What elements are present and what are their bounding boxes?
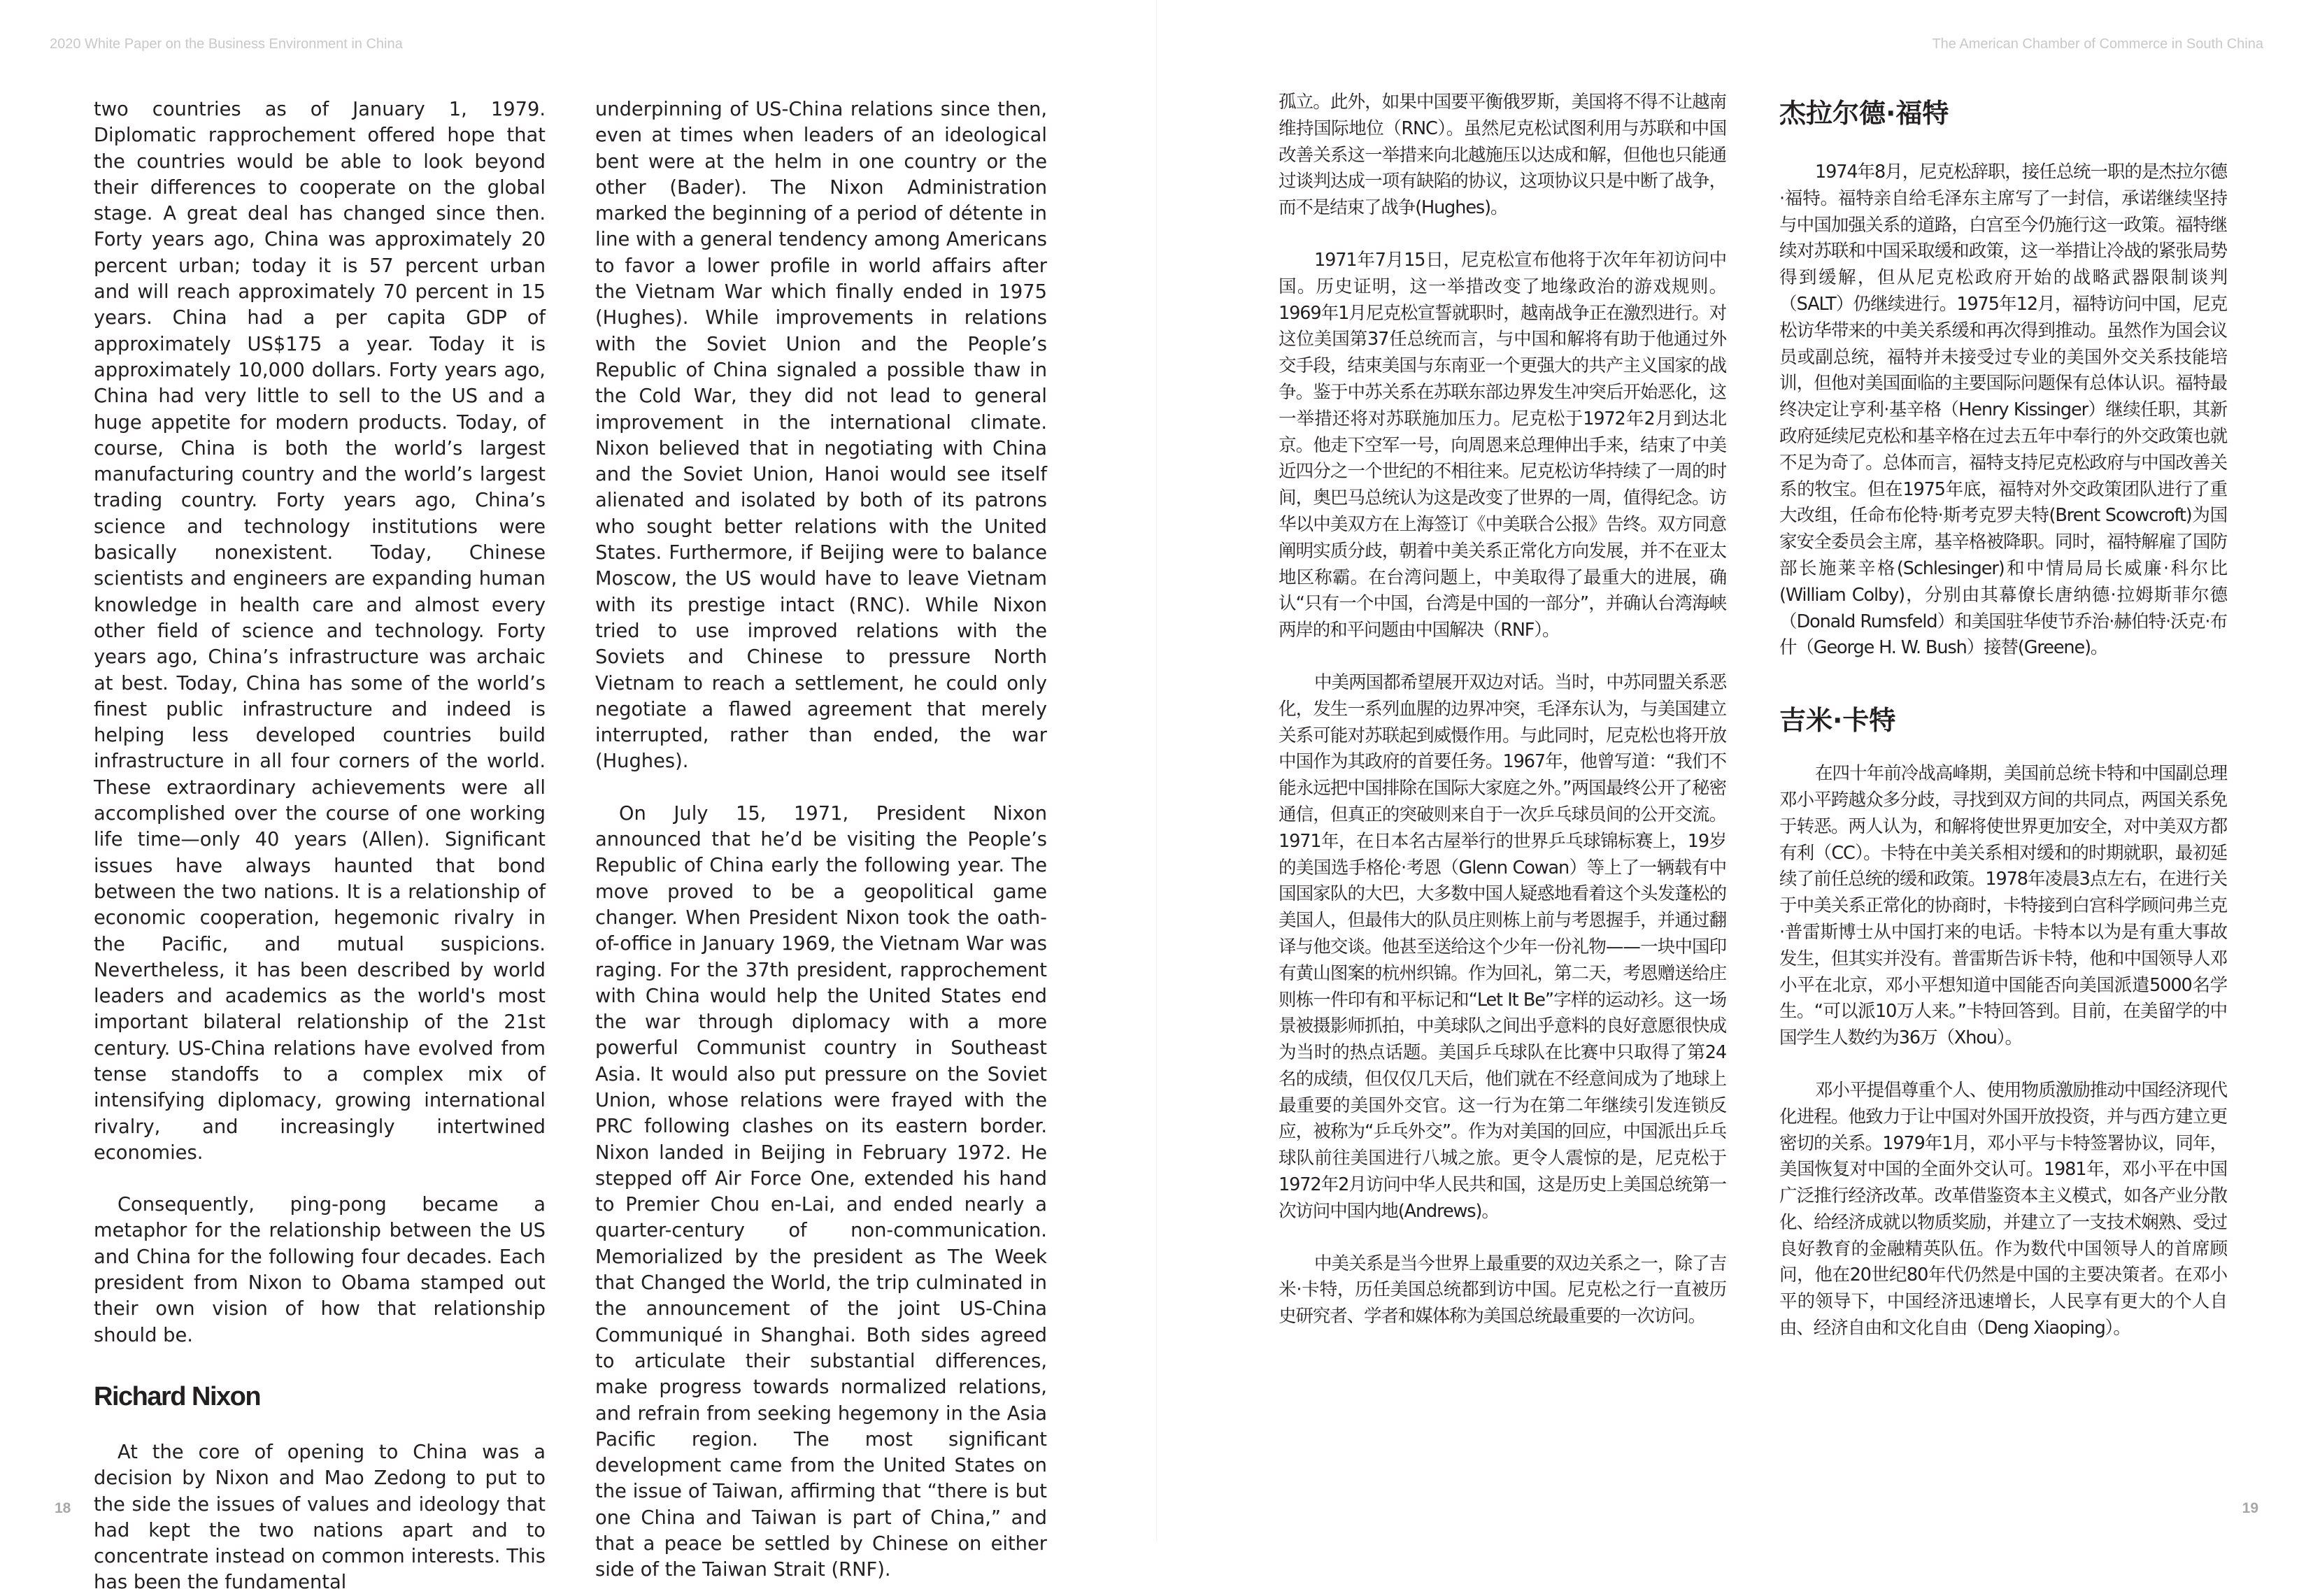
page-number-left: 18: [55, 1500, 71, 1516]
running-head-left: 2020 White Paper on the Business Environment in China: [50, 36, 403, 52]
paragraph: 中美两国都希望展开双边对话。当时，中苏同盟关系恶化，发生一系列血腥的边界冲突，毛泽东认为，与美国建立关系可能对苏联起到威慑作用。与此同时，尼克松也将开放中国作为其政府的首要任务。1967年，他曾写道：“我们不能永远把中国排除在国际大家庭之外。”两国最终公开了秘密通信，但真正的突破则来自于一次乒乓球员间的公开交流。1971年，在日本名古屋举行的世界乒乓球锦标赛上，19岁的美国选手格伦·考恩（Glenn Cowan）等上了一辆载有中国国家队的大巴，大多数中国人疑惑地看着这个头发蓬松的美国人，但最伟大的队员庄则栋上前与考恩握手，并通过翻译与他交谈。他甚至送给这个少年一份礼物——一块中国印有黄山图案的杭州织锦。作为回礼，第二天，考恩赠送给庄则栋一件印有和平标记和“Let It Be”字样的运动衫。这一场景被摄影师抓拍，中美球队之间出乎意料的良好意愿很快成为当时的热点话题。美国乒乓球队在比赛中只取得了第24名的成绩，但仅仅几天后，他们就在不经意间成为了地球上最重要的美国外交官。这一行为在第二年继续引发连锁反应，被称为“乒乓外交”。作为对美国的回应，中国派出乒乓球队前往美国进行八城之旅。更令人震惊的是，尼克松于1972年2月访问中华人民共和国，这是历史上美国总统第一次访问中国内地(Andrews)。: [1279, 671, 1726, 1222]
left-page: [0, 0, 1156, 1594]
left-page-column-2: [595, 97, 1047, 1583]
right-page-column-1: [1279, 90, 1726, 1330]
paragraph: Consequently, ping-pong became a metaphor for the relationship between the US and China for the following four decades. Each president from Nixon to Obama stamped out their own vision of how that relationship should be.: [94, 1194, 546, 1346]
paragraph: two countries as of January 1, 1979. Diplomatic rapprochement offered hope that the countries would be able to look beyond their differences to cooperate on the global stage. A great deal has changed since then. Forty years ago, China was approximately 20 percent urban; today it is 57 percent urban and will reach approximately 70 percent in 15 years. China had a per capita GDP of approximately US$175 a year. Today it is approximately 10,000 dollars. Forty years ago, China had very little to sell to the US and a huge appetite for modern products. Today, of course, China is both the world’s largest manufacturing country and the world’s largest trading country. Forty years ago, China’s science and technology institutions were basically nonexistent. Today, Chinese scientists and engineers are expanding human knowledge in health care and almost every other field of science and technology. Forty years ago, China’s infrastructure was archaic at best. Today, China has some of the world’s finest public infrastructure and indeed is helping less developed countries build infrastructure in all four corners of the world. These extraordinary achievements were all accomplished over the course of one working life time—only 40 years (Allen). Significant issues have always haunted that bond between the two nations. It is a relationship of economic cooperation, hegemonic rivalry in the Pacific, and mutual suspicions. Nevertheless, it has been described by world leaders and academics as the world's most important bilateral relationship of the 21st century. US-China relations have evolved from tense standoffs to a complex mix of intensifying diplomacy, growing international rivalry, and increasingly intertwined economies.: [94, 99, 546, 1164]
right-page-column-2: [1779, 97, 2227, 1342]
paragraph: 孤立。此外，如果中国要平衡俄罗斯，美国将不得不让越南维持国际地位（RNC）。虽然尼克松试图利用与苏联和中国改善关系这一举措来向北越施压以达成和解，但他也只能通过谈判达成一项有缺陷的协议，这项协议只是中断了战争，而不是结束了战争(Hughes)。: [1279, 92, 1726, 219]
paragraph: 1974年8月，尼克松辞职，接任总统一职的是杰拉尔德·福特。福特亲自给毛泽东主席写了一封信，承诺继续坚持与中国加强关系的道路，白宫至今仍施行这一政策。福特继续对苏联和中国采取缓和政策，这一举措让冷战的紧张局势得到缓解，但从尼克松政府开始的战略武器限制谈判（SALT）仍继续进行。1975年12月，福特访问中国，尼克松访华带来的中美关系缓和再次得到推动。虽然作为国会议员或副总统，福特并未接受过专业的美国外交关系技能培训，但他对美国面临的主要国际问题保有总体认识。福特最终决定让亨利·基辛格（Henry Kissinger）继续任职，其新政府延续尼克松和基辛格在过去五年中奉行的外交政策也就不足为奇了。总体而言，福特支持尼克松政府与中国改善关系的牧宝。但在1975年底，福特对外交政策团队进行了重大改组，任命布伦特·斯考克罗夫特(Brent Scowcroft)为国家安全委员会主席，基辛格被降职。同时，福特解雇了国防部长施莱辛格(Schlesinger)和中情局局长威廉·科尔比(William Colby)，分别由其幕僚长唐纳德·拉姆斯菲尔德（Donald Rumsfeld）和美国驻华使节乔治·赫伯特·沃克·布什（George H. W. Bush）接替(Greene)。: [1779, 162, 2227, 659]
running-head-right: The American Chamber of Commerce in South China: [1932, 36, 2263, 52]
paragraph: underpinning of US-China relations since then, even at times when leaders of an ideological bent were at the helm in one country or the other (Bader). The Nixon Administration marked the beginning of a period of détente in line with a general tendency among Americans to favor a lower profile in world affairs after the Vietnam War which finally ended in 1975 (Hughes). While improvements in relations with the Soviet Union and the People’s Republic of China signaled a possible thaw in the Cold War, they did not lead to general improvement in the international climate. Nixon believed that in negotiating with China and the Soviet Union, Hanoi would see itself alienated and isolated by both of its patrons who sought better relations with the United States. Furthermore, if Beijing were to balance Moscow, the US would have to leave Vietnam with its prestige intact (RNC). While Nixon tried to use improved relations with the Soviets and Chinese to pressure North Vietnam to reach a settlement, he could only negotiate a flawed agreement that merely interrupted, rather than ended, the war (Hughes).: [595, 99, 1047, 773]
page-number-right: 19: [2242, 1500, 2258, 1516]
paragraph: 邓小平提倡尊重个人、使用物质激励推动中国经济现代化进程。他致力于让中国对外国开放投资，并与西方建立更密切的关系。1979年1月，邓小平与卡特签署协议，同年，美国恢复对中国的全面外交认可。1981年，邓小平在中国广泛推行经济改革。改革借鉴资本主义模式，如各产业分散化、给经济成就以物质奖励，并建立了一支技术娴熟、受过良好教育的金融精英队伍。作为数代中国领导人的首席顾问，他在20世纪80年代仍然是中国的主要决策者。在邓小平的领导下，中国经济迅速增长，人民享有更大的个人自由、经济自由和文化自由（Deng Xiaoping）。: [1779, 1079, 2227, 1339]
section-heading-gerald-ford: 杰拉尔德·福特: [1779, 98, 1949, 129]
section-heading-richard-nixon: Richard Nixon: [94, 1381, 261, 1411]
paragraph: 1971年7月15日，尼克松宣布他将于次年年初访问中国。历史证明，这一举措改变了地缘政治的游戏规则。1969年1月尼克松宣誓就职时，越南战争正在激烈进行。对这位美国第37任总统而言，与中国和解将有助于他通过外交手段，结束美国与东南亚一个更强大的共产主义国家的战争。鉴于中苏关系在苏联东部边界发生冲突后开始恶化，这一举措还将对苏联施加压力。尼克松于1972年2月到达北京。他走下空军一号，向周恩来总理伸出手来，结束了中美近四分之一个世纪的不相往来。尼克松访华持续了一周的时间，奥巴马总统认为这是改变了世界的一周，值得纪念。访华以中美双方在上海签订《中美联合公报》告终。双方同意阐明实质分歧，朝着中美关系正常化方向发展，并不在亚太地区称霸。在台湾问题上，中美取得了最重大的进展，确认“只有一个中国，台湾是中国的一部分”，并确认台湾海峡两岸的和平问题由中国解决（RNF）。: [1279, 249, 1726, 641]
paragraph: 中美关系是当今世界上最重要的双边关系之一，除了吉米·卡特，历任美国总统都到访中国。尼克松之行一直被历史研究者、学者和媒体称为美国总统最重要的一次访问。: [1279, 1253, 1726, 1327]
paragraph: On July 15, 1971, President Nixon announced that he’d be visiting the People’s Republic of China early the following year. The move proved to be a geopolitical game changer. When President Nixon took the oath-of-office in January 1969, the Vietnam War was raging. For the 37th president, rapprochement with China would help the United States end the war through diplomacy with a more powerful Communist country in Southeast Asia. It would also put pressure on the Soviet Union, whose relations were frayed with the PRC following clashes on its eastern border. Nixon landed in Beijing in February 1972. He stepped off Air Force One, extended his hand to Premier Chou en-Lai, and ended nearly a quarter-century of non-communication. Memorialized by the president as The Week that Changed the World, the trip culminated in the announcement of the joint US-China Communiqué in Shanghai. Both sides agreed to articulate their substantial differences, make progress towards normalized relations, and refrain from seeking hegemony in the Asia Pacific region. The most significant development came from the United States on the issue of Taiwan, affirming that “there is but one China and Taiwan is part of China,” and that a peace be settled by Chinese on either side of the Taiwan Strait (RNF).: [595, 802, 1047, 1581]
right-page: [1157, 0, 2313, 1542]
left-page-column-1: [94, 97, 546, 1596]
paragraph: At the core of opening to China was a decision by Nixon and Mao Zedong to put to the side the issues of values and ideology that had kept the two nations apart and to concentrate instead on common interests. This has been the fundamental: [94, 1441, 546, 1594]
section-heading-jimmy-carter: 吉米·卡特: [1779, 705, 1896, 736]
paragraph: 在四十年前冷战高峰期，美国前总统卡特和中国副总理邓小平跨越众多分歧，寻找到双方间的共同点，两国关系免于转恶。两人认为，和解将使世界更加安全，对中美双方都有利（CC）。卡特在中美关系相对缓和的时期就职，最初延续了前任总统的缓和政策。1978年凌晨3点左右，在进行关于中美关系正常化的协商时，卡特接到白宫科学顾问弗兰克·普雷斯博士从中国打来的电话。卡特本以为是有重大事故发生，但其实并没有。普雷斯告诉卡特，他和中国领导人邓小平在北京，邓小平想知道中国能否向美国派遣5000名学生。“可以派10万人来。”卡特回答到。目前，在美留学的中国学生人数约为36万（Xhou）。: [1779, 763, 2227, 1049]
